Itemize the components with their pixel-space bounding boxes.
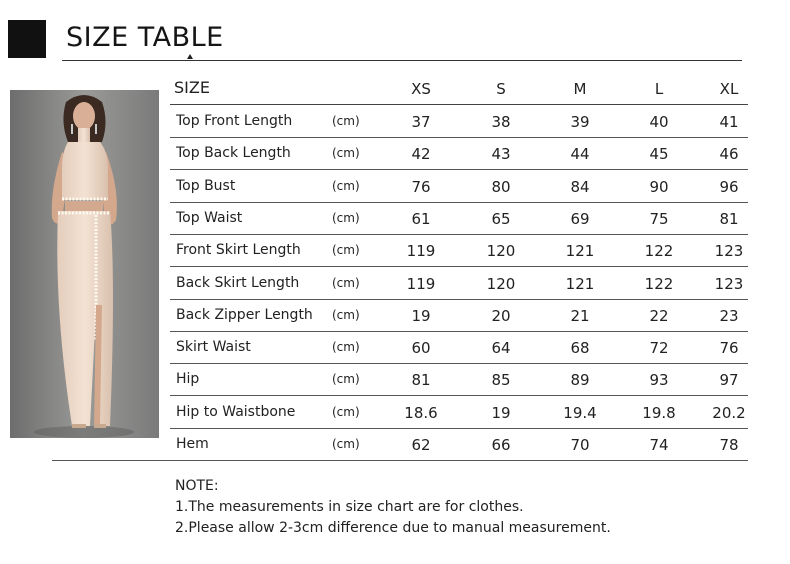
row-label: Front Skirt Length (176, 242, 301, 259)
table-cell: 41 (719, 113, 739, 131)
row-label: Top Back Length (176, 145, 291, 162)
table-cell: 44 (570, 145, 590, 164)
size-header-m: M (573, 80, 587, 98)
table-row (170, 105, 748, 138)
product-photo (10, 90, 159, 438)
row-label: Top Bust (176, 177, 236, 194)
table-cell: 76 (719, 339, 739, 358)
table-cell: 119 (406, 274, 436, 293)
table-cell: 80 (491, 177, 511, 196)
row-label: Back Zipper Length (176, 306, 313, 323)
table-row (170, 170, 748, 203)
row-label: Back Skirt Length (176, 274, 300, 291)
table-cell: 65 (491, 209, 511, 228)
size-header-s: S (496, 80, 506, 98)
row-label: Hip to Waistbone (176, 403, 296, 420)
table-cell: 119 (406, 242, 436, 261)
table-cell: 38 (491, 113, 511, 131)
table-cell: 96 (719, 177, 739, 196)
table-cell: 19.8 (642, 403, 676, 422)
table-cell: 122 (644, 274, 674, 293)
table-cell: 74 (649, 436, 669, 454)
table-row (170, 234, 748, 267)
title-divider (62, 60, 742, 61)
table-cell: 97 (719, 371, 739, 390)
table-cell: 123 (714, 242, 744, 261)
table-cell: 20 (491, 306, 511, 325)
table-cell: 120 (486, 274, 516, 293)
row-unit: (cm) (332, 404, 360, 419)
table-cell: 89 (570, 371, 590, 390)
table-cell: 62 (411, 436, 431, 454)
table-cell: 69 (570, 209, 590, 228)
table-cell: 93 (649, 371, 669, 390)
size-header-xl: XL (719, 80, 739, 98)
table-row (170, 396, 748, 429)
table-cell: 75 (649, 209, 669, 228)
table-cell: 19 (411, 306, 431, 325)
table-cell: 21 (570, 306, 590, 325)
row-label: Top Front Length (176, 113, 293, 129)
table-row (170, 331, 748, 364)
table-row (170, 202, 748, 235)
row-unit: (cm) (332, 372, 360, 387)
row-unit: (cm) (332, 243, 360, 258)
note-line-2: 2.Please allow 2-3cm difference due to manual measurement. (175, 520, 611, 536)
table-cell: 84 (570, 177, 590, 196)
row-label: Skirt Waist (176, 339, 251, 356)
notes-heading: NOTE: (175, 478, 219, 494)
table-row (170, 428, 748, 461)
table-cell: 121 (565, 242, 595, 261)
table-cell: 76 (411, 177, 431, 196)
table-cell: 22 (649, 306, 669, 325)
table-cell: 78 (719, 436, 739, 454)
table-cell: 60 (411, 339, 431, 358)
table-cell: 120 (486, 242, 516, 261)
row-unit: (cm) (332, 340, 360, 355)
row-label: Hip (176, 371, 200, 388)
table-cell: 20.2 (712, 403, 746, 422)
table-cell: 46 (719, 145, 739, 164)
table-cell: 40 (649, 113, 669, 131)
table-cell: 90 (649, 177, 669, 196)
row-label: Hem (176, 436, 209, 452)
row-unit: (cm) (332, 178, 360, 193)
size-header-xs: XS (411, 80, 431, 98)
row-unit: (cm) (332, 437, 360, 451)
table-cell: 23 (719, 306, 739, 325)
table-cell: 61 (411, 209, 431, 228)
table-cell: 68 (570, 339, 590, 358)
row-unit: (cm) (332, 210, 360, 225)
table-cell: 85 (491, 371, 511, 390)
row-unit: (cm) (332, 146, 360, 161)
row-label: Top Waist (176, 209, 243, 226)
table-cell: 19 (491, 403, 511, 422)
table-row (170, 137, 748, 170)
table-cell: 39 (570, 113, 590, 131)
table-row (170, 267, 748, 300)
table-cell: 45 (649, 145, 669, 164)
table-cell: 123 (714, 274, 744, 293)
row-unit: (cm) (332, 275, 360, 290)
notes-section (175, 476, 611, 539)
table-cell: 18.6 (404, 403, 438, 422)
size-header-l: L (654, 80, 664, 98)
table-bottom-divider (52, 460, 748, 461)
table-cell: 43 (491, 145, 511, 164)
page-title: SIZE TABLE (66, 22, 224, 53)
table-cell: 37 (411, 113, 431, 131)
row-unit: (cm) (332, 114, 360, 128)
table-cell: 70 (570, 436, 590, 454)
table-cell: 66 (491, 436, 511, 454)
title-square-marker (8, 20, 46, 58)
table-cell: 121 (565, 274, 595, 293)
note-line-1: 1.The measurements in size chart are for clothes. (175, 499, 524, 515)
row-unit: (cm) (332, 307, 360, 322)
table-cell: 42 (411, 145, 431, 164)
table-cell: 72 (649, 339, 669, 358)
table-cell: 64 (491, 339, 511, 358)
table-cell: 19.4 (563, 403, 597, 422)
table-cell: 122 (644, 242, 674, 261)
table-cell: 81 (411, 371, 431, 390)
table-row (170, 299, 748, 332)
size-column-header: SIZE (174, 78, 210, 97)
table-cell: 81 (719, 209, 739, 228)
title-tick-marker (187, 54, 193, 59)
table-row (170, 363, 748, 396)
